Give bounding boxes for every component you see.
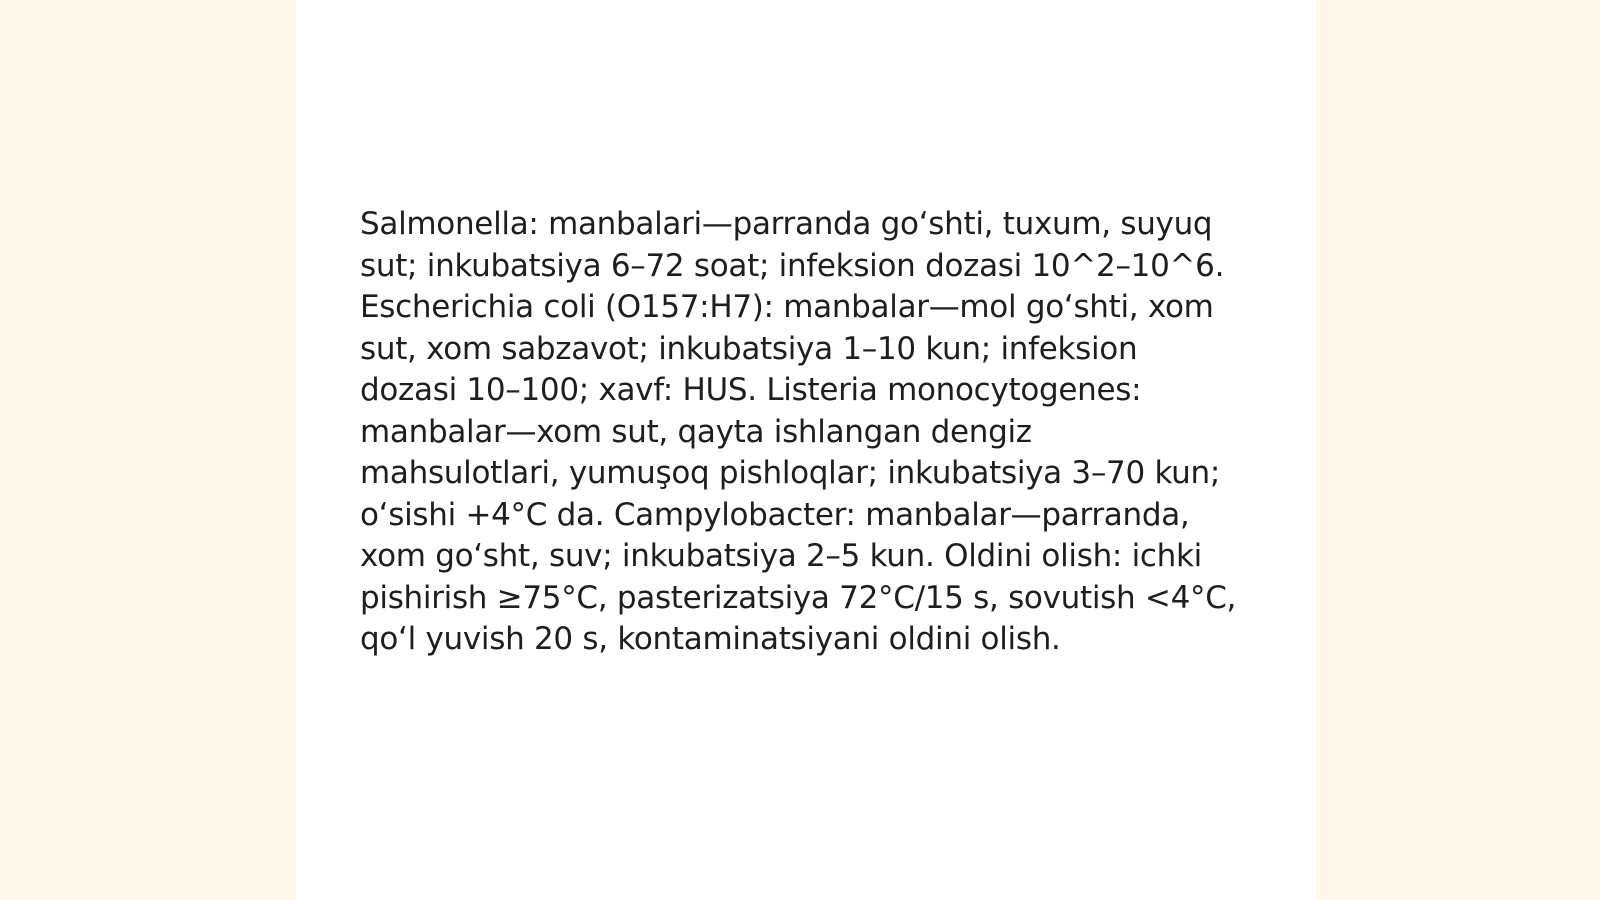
- document-page: [296, 0, 1316, 900]
- body-paragraph: Salmonella: manbalari—parranda goʻshti, tuxum, suyuq sut; inkubatsiya 6–72 soat; infeksion dozasi 10^2–10^6. Escherichia coli (O157:H7): manbalar—mol goʻshti, xom sut, xom sabzavot; inkubatsiya 1–10 kun; infeksion dozasi 10–100; xavf: HUS. Listeria monocytogenes: manbalar—xom sut, qayta ishlangan dengiz mahsulotlari, yumuşoq pishloqlar; inkubatsiya 3–70 kun; oʻsishi +4°C da. Campylobacter: manbalar—parranda, xom goʻsht, suv; inkubatsiya 2–5 kun. Oldini olish: ichki pishirish ≥75°C, pasterizatsiya 72°C/15 s, sovutish <4°C, qoʻl yuvish 20 s, kontaminatsiyani oldini olish.: [360, 206, 1237, 657]
- document-content: [360, 204, 1240, 661]
